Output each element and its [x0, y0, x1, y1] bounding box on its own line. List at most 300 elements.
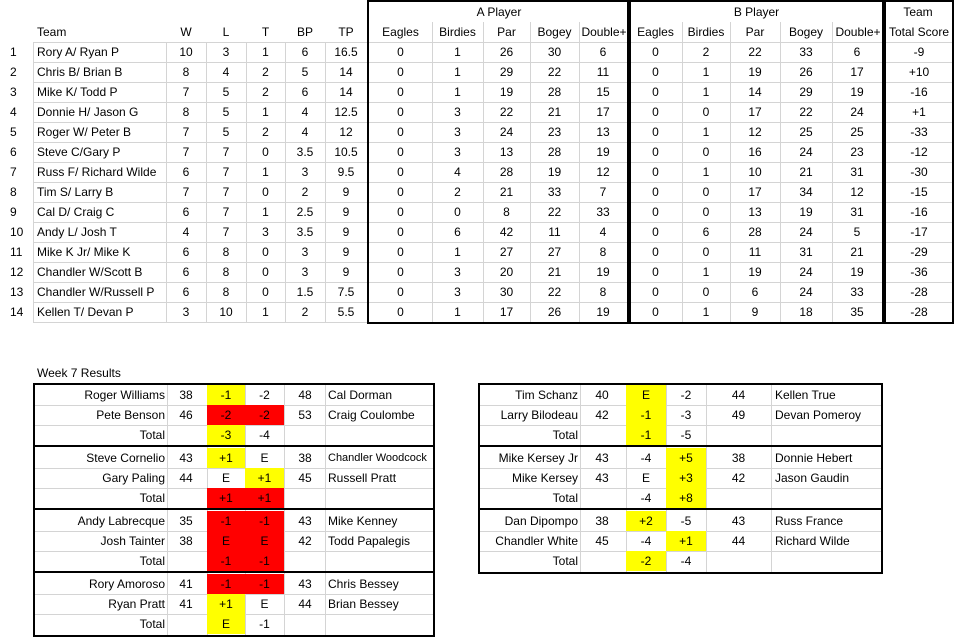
- b-double: 31: [850, 205, 864, 219]
- hole-diff-1: -1: [220, 577, 232, 591]
- rank: 11: [10, 245, 23, 259]
- b-bogey: 24: [799, 145, 813, 159]
- col-a-double: Double+: [581, 25, 627, 39]
- bonus-points: 4: [301, 125, 309, 139]
- group-separator: [33, 508, 435, 510]
- team-total-score: -29: [910, 245, 928, 259]
- opponent-score: 53: [298, 408, 312, 422]
- results-col-line: [771, 385, 772, 572]
- rank: 6: [10, 145, 17, 159]
- team-total-score: -16: [910, 205, 928, 219]
- wins: 6: [182, 205, 190, 219]
- total-points: 5.5: [337, 305, 355, 319]
- team-total-score: -15: [910, 185, 928, 199]
- a-bogey: 22: [547, 205, 562, 219]
- b-eagles: 0: [652, 225, 659, 239]
- bonus-points: 2: [301, 305, 309, 319]
- group-separator: [478, 508, 883, 510]
- player-score: 44: [179, 471, 193, 485]
- player-name: Chandler White: [495, 534, 578, 548]
- a-player-header: A Player: [476, 5, 522, 19]
- a-par: 13: [499, 145, 514, 159]
- ties: 1: [262, 165, 269, 179]
- total-points: 9: [342, 185, 350, 199]
- a-bogey: 11: [548, 225, 561, 239]
- a-eagles: 0: [397, 165, 404, 179]
- opponent-score: 45: [298, 471, 312, 485]
- a-birdies: 3: [454, 145, 461, 159]
- a-double: 13: [596, 125, 610, 139]
- a-eagles: 0: [397, 65, 404, 79]
- team-total-score: -17: [910, 225, 928, 239]
- a-eagles: 0: [397, 85, 404, 99]
- losses: 5: [222, 125, 230, 139]
- hole-diff-2: -1: [259, 514, 270, 528]
- b-eagles: 0: [652, 145, 659, 159]
- team-name: Rory A/ Ryan P: [37, 45, 120, 59]
- bonus-points: 2.5: [296, 205, 314, 219]
- total-diff-1: -1: [220, 554, 232, 568]
- a-par: 30: [499, 285, 514, 299]
- rank: 7: [10, 165, 17, 179]
- hole-diff-2: +1: [257, 471, 272, 485]
- b-eagles: 0: [652, 45, 659, 59]
- bonus-points: 3.5: [296, 225, 314, 239]
- b-eagles: 0: [652, 105, 659, 119]
- b-bogey: 19: [799, 205, 813, 219]
- team-name: Kellen T/ Devan P: [37, 305, 134, 319]
- bonus-points: 2: [301, 185, 309, 199]
- ties: 1: [262, 205, 269, 219]
- total-diff-1: -1: [640, 428, 652, 442]
- rank: 2: [10, 65, 17, 79]
- a-birdies: 6: [454, 225, 461, 239]
- a-birdies: 1: [454, 305, 461, 319]
- col-a-birdies: Birdies: [439, 25, 476, 39]
- opponent-name: Mike Kenney: [328, 514, 398, 528]
- b-bogey: 33: [799, 45, 813, 59]
- a-double: 7: [599, 185, 607, 199]
- total-diff-2: +1: [257, 491, 272, 505]
- a-eagles: 0: [397, 305, 404, 319]
- hole-diff-1: E: [641, 471, 650, 485]
- b-double: 19: [850, 85, 864, 99]
- a-par: 24: [499, 125, 514, 139]
- total-points: 9: [342, 245, 350, 259]
- a-par: 29: [499, 65, 514, 79]
- total-diff-2: -4: [680, 554, 692, 568]
- col-total-score: Total Score: [888, 25, 950, 39]
- b-par: 16: [748, 145, 762, 159]
- total-diff-2: -5: [680, 428, 692, 442]
- ties: 2: [262, 65, 269, 79]
- ties: 1: [262, 305, 269, 319]
- team-name: Mike K Jr/ Mike K: [37, 245, 131, 259]
- total-points: 16.5: [334, 45, 358, 59]
- a-birdies: 3: [454, 285, 461, 299]
- total-diff-1: +1: [219, 491, 233, 505]
- b-par: 14: [748, 85, 762, 99]
- team-name: Chris B/ Brian B: [37, 65, 123, 79]
- losses: 3: [222, 45, 230, 59]
- player-score: 46: [179, 408, 193, 422]
- a-bogey: 22: [547, 285, 562, 299]
- b-bogey: 24: [799, 265, 813, 279]
- b-eagles: 0: [652, 285, 659, 299]
- team-total-score: -16: [910, 85, 928, 99]
- a-birdies: 3: [454, 265, 461, 279]
- col-b-par: Par: [745, 25, 765, 39]
- a-birdies: 2: [454, 185, 461, 199]
- b-bogey: 34: [799, 185, 813, 199]
- player-name: Gary Paling: [102, 471, 165, 485]
- a-bogey: 21: [547, 105, 562, 119]
- b-bogey: 18: [799, 305, 813, 319]
- a-eagles: 0: [397, 205, 404, 219]
- b-eagles: 0: [652, 245, 659, 259]
- col-l: L: [222, 25, 230, 39]
- b-birdies: 1: [702, 165, 710, 179]
- b-birdies: 0: [702, 105, 710, 119]
- a-par: 28: [499, 165, 514, 179]
- bonus-points: 3.5: [296, 145, 314, 159]
- a-birdies: 0: [454, 205, 461, 219]
- total-label: Total: [139, 617, 165, 631]
- opponent-name: Donnie Hebert: [775, 451, 853, 465]
- b-double: 31: [850, 165, 864, 179]
- a-par: 8: [503, 205, 510, 219]
- a-birdies: 3: [454, 105, 461, 119]
- opponent-score: 43: [731, 514, 746, 528]
- col-a-eagles: Eagles: [382, 25, 419, 39]
- bonus-points: 3: [301, 165, 309, 179]
- player-score: 45: [595, 534, 609, 548]
- wins: 6: [182, 165, 190, 179]
- opponent-score: 48: [298, 388, 312, 402]
- hole-diff-2: E: [260, 534, 269, 548]
- losses: 7: [222, 165, 230, 179]
- hole-diff-1: E: [221, 534, 230, 548]
- b-double: 5: [853, 225, 861, 239]
- b-par: 12: [748, 125, 762, 139]
- a-par: 27: [499, 245, 514, 259]
- team-total-score: -28: [910, 305, 928, 319]
- a-eagles: 0: [397, 105, 404, 119]
- b-par: 13: [748, 205, 762, 219]
- wins: 8: [182, 65, 190, 79]
- b-birdies: 1: [702, 85, 710, 99]
- wins: 7: [182, 185, 190, 199]
- a-par: 19: [499, 85, 514, 99]
- b-birdies: 1: [702, 265, 710, 279]
- team-total-score: +10: [908, 65, 930, 79]
- player-name: Ryan Pratt: [108, 597, 165, 611]
- a-eagles: 0: [397, 265, 404, 279]
- team-name: Chandler W/Russell P: [37, 285, 155, 299]
- opponent-score: 44: [731, 388, 746, 402]
- b-bogey: 31: [799, 245, 813, 259]
- a-eagles: 0: [397, 285, 404, 299]
- a-double: 6: [599, 45, 607, 59]
- opponent-score: 42: [731, 471, 746, 485]
- opponent-score: 44: [731, 534, 746, 548]
- player-name: Josh Tainter: [100, 534, 165, 548]
- a-par: 22: [499, 105, 514, 119]
- team-total-score: -30: [910, 165, 928, 179]
- wins: 7: [182, 85, 190, 99]
- team-name: Donnie H/ Jason G: [37, 105, 139, 119]
- b-double: 25: [850, 125, 864, 139]
- losses: 8: [222, 285, 230, 299]
- player-score: 35: [179, 514, 193, 528]
- b-bogey: 24: [799, 285, 813, 299]
- col-t: T: [261, 25, 270, 39]
- opponent-score: 38: [731, 451, 746, 465]
- opponent-name: Russell Pratt: [328, 471, 397, 485]
- a-eagles: 0: [397, 45, 404, 59]
- hole-diff-2: -2: [259, 388, 270, 402]
- opponent-name: Devan Pomeroy: [775, 408, 862, 422]
- a-double: 19: [596, 305, 610, 319]
- player-name: Andy Labrecque: [77, 514, 165, 528]
- b-eagles: 0: [652, 265, 659, 279]
- b-double: 12: [850, 185, 864, 199]
- hole-diff-2: -2: [680, 388, 692, 402]
- player-name: Tim Schanz: [515, 388, 578, 402]
- player-score: 43: [179, 451, 193, 465]
- ties: 1: [262, 105, 269, 119]
- opponent-name: Jason Gaudin: [775, 471, 850, 485]
- bonus-points: 5: [301, 65, 309, 79]
- total-points: 14: [339, 65, 353, 79]
- a-double: 8: [599, 285, 607, 299]
- wins: 8: [182, 105, 190, 119]
- total-diff-1: -4: [640, 491, 652, 505]
- total-diff-1: -2: [640, 554, 652, 568]
- opponent-score: 44: [298, 597, 312, 611]
- b-par: 19: [748, 65, 762, 79]
- group-separator: [33, 571, 435, 573]
- a-double: 19: [596, 145, 610, 159]
- a-double: 17: [596, 105, 610, 119]
- b-double: 21: [850, 245, 864, 259]
- a-bogey: 28: [547, 85, 562, 99]
- opponent-name: Brian Bessey: [328, 597, 399, 611]
- b-double: 24: [850, 105, 864, 119]
- b-double: 17: [850, 65, 864, 79]
- a-eagles: 0: [397, 125, 404, 139]
- b-double: 33: [850, 285, 864, 299]
- a-par: 20: [499, 265, 514, 279]
- opponent-name: Craig Coulombe: [328, 408, 415, 422]
- col-tp: TP: [338, 25, 354, 39]
- b-double: 6: [853, 45, 861, 59]
- team-total-score: -33: [910, 125, 928, 139]
- col-team: Team: [37, 25, 67, 39]
- b-birdies: 0: [702, 185, 710, 199]
- losses: 7: [222, 225, 230, 239]
- hole-diff-1: -1: [640, 408, 652, 422]
- ties: 0: [262, 265, 269, 279]
- hole-diff-2: -1: [259, 577, 270, 591]
- a-eagles: 0: [397, 145, 404, 159]
- wins: 7: [182, 125, 190, 139]
- player-score: 38: [179, 534, 193, 548]
- team-name: Steve C/Gary P: [37, 145, 121, 159]
- col-w: W: [180, 25, 192, 39]
- player-score: 42: [595, 408, 609, 422]
- b-par: 10: [748, 165, 762, 179]
- a-double: 4: [599, 225, 607, 239]
- b-par: 17: [748, 105, 762, 119]
- rank: 1: [10, 45, 17, 59]
- total-points: 14: [339, 85, 353, 99]
- col-bp: BP: [296, 25, 313, 39]
- opponent-score: 43: [298, 577, 312, 591]
- a-birdies: 1: [454, 45, 461, 59]
- ties: 0: [262, 285, 269, 299]
- total-label: Total: [552, 491, 578, 505]
- wins: 6: [182, 245, 190, 259]
- player-name: Dan Dipompo: [504, 514, 578, 528]
- b-birdies: 0: [702, 245, 710, 259]
- opponent-score: 38: [298, 451, 312, 465]
- b-birdies: 1: [702, 65, 710, 79]
- a-double: 15: [596, 85, 610, 99]
- opponent-name: Cal Dorman: [328, 388, 393, 402]
- player-score: 43: [595, 451, 609, 465]
- hole-diff-1: E: [641, 388, 650, 402]
- b-eagles: 0: [652, 165, 659, 179]
- b-birdies: 1: [702, 305, 710, 319]
- a-double: 11: [596, 65, 610, 79]
- opponent-name: Kellen True: [775, 388, 836, 402]
- ties: 0: [262, 145, 269, 159]
- rank: 3: [10, 85, 17, 99]
- total-label: Total: [552, 428, 578, 442]
- player-score: 41: [179, 577, 193, 591]
- team-total-score: +1: [912, 105, 926, 119]
- total-diff-1: E: [221, 617, 230, 631]
- b-bogey: 29: [799, 85, 813, 99]
- group-separator: [33, 445, 435, 447]
- bonus-points: 6: [301, 85, 309, 99]
- a-bogey: 26: [547, 305, 562, 319]
- total-points: 12.5: [334, 105, 358, 119]
- team-name: Mike K/ Todd P: [37, 85, 118, 99]
- hole-diff-1: +2: [639, 514, 653, 528]
- player-name: Rory Amoroso: [88, 577, 165, 591]
- b-eagles: 0: [652, 185, 659, 199]
- hole-diff-2: -2: [259, 408, 270, 422]
- a-par: 17: [499, 305, 514, 319]
- losses: 4: [222, 65, 230, 79]
- hole-diff-1: -2: [220, 408, 232, 422]
- a-par: 26: [499, 45, 514, 59]
- ties: 0: [262, 245, 269, 259]
- a-double: 12: [596, 165, 610, 179]
- bonus-points: 3: [301, 245, 309, 259]
- b-eagles: 0: [652, 125, 659, 139]
- wins: 7: [182, 145, 190, 159]
- b-double: 19: [850, 265, 864, 279]
- b-birdies: 0: [702, 205, 710, 219]
- total-label: Total: [139, 491, 165, 505]
- team-name: Russ F/ Richard Wilde: [37, 165, 157, 179]
- col-b-eagles: Eagles: [637, 25, 674, 39]
- hole-diff-1: -1: [220, 388, 232, 402]
- losses: 7: [222, 145, 230, 159]
- a-birdies: 1: [454, 85, 461, 99]
- col-b-double: Double+: [835, 25, 881, 39]
- total-diff-2: +8: [679, 491, 693, 505]
- losses: 5: [222, 85, 230, 99]
- a-par: 42: [499, 225, 514, 239]
- team-header-top: Team: [903, 5, 933, 19]
- player-name: Steve Cornelio: [86, 451, 165, 465]
- b-eagles: 0: [652, 85, 659, 99]
- a-bogey: 27: [547, 245, 562, 259]
- rank: 8: [10, 185, 17, 199]
- hole-diff-2: +3: [679, 471, 693, 485]
- rank: 5: [10, 125, 17, 139]
- bonus-points: 6: [301, 45, 309, 59]
- player-name: Mike Kersey Jr: [498, 451, 578, 465]
- hole-diff-1: -4: [640, 451, 652, 465]
- total-diff-2: -1: [259, 554, 270, 568]
- a-birdies: 1: [454, 245, 461, 259]
- b-eagles: 0: [652, 65, 659, 79]
- b-par: 22: [748, 45, 762, 59]
- rank: 9: [10, 205, 17, 219]
- a-bogey: 30: [547, 45, 562, 59]
- team-name: Roger W/ Peter B: [37, 125, 132, 139]
- col-a-par: Par: [497, 25, 516, 39]
- b-player-header: B Player: [733, 5, 780, 19]
- hole-diff-2: E: [260, 451, 269, 465]
- col-b-bogey: Bogey: [788, 25, 824, 39]
- b-par: 9: [751, 305, 759, 319]
- a-eagles: 0: [397, 225, 404, 239]
- losses: 10: [219, 305, 233, 319]
- player-name: Roger Williams: [84, 388, 165, 402]
- b-par: 11: [748, 245, 762, 259]
- rank: 13: [10, 285, 24, 299]
- total-label: Total: [139, 554, 165, 568]
- wins: 6: [182, 265, 190, 279]
- losses: 8: [222, 265, 230, 279]
- ties: 3: [262, 225, 269, 239]
- a-eagles: 0: [397, 185, 404, 199]
- rank: 14: [10, 305, 24, 319]
- ties: 2: [262, 125, 269, 139]
- opponent-name: Chris Bessey: [328, 577, 399, 591]
- team-total-score: -9: [913, 45, 925, 59]
- hole-diff-1: +1: [219, 597, 233, 611]
- hole-diff-1: -1: [220, 514, 232, 528]
- hole-diff-2: -5: [680, 514, 692, 528]
- b-eagles: 0: [652, 205, 659, 219]
- rank: 4: [10, 105, 17, 119]
- team-name: Andy L/ Josh T: [37, 225, 117, 239]
- total-points: 7.5: [337, 285, 355, 299]
- col-b-birdies: Birdies: [687, 25, 725, 39]
- losses: 5: [222, 105, 230, 119]
- a-eagles: 0: [397, 245, 404, 259]
- a-bogey: 22: [547, 65, 562, 79]
- wins: 4: [182, 225, 190, 239]
- b-birdies: 6: [702, 225, 710, 239]
